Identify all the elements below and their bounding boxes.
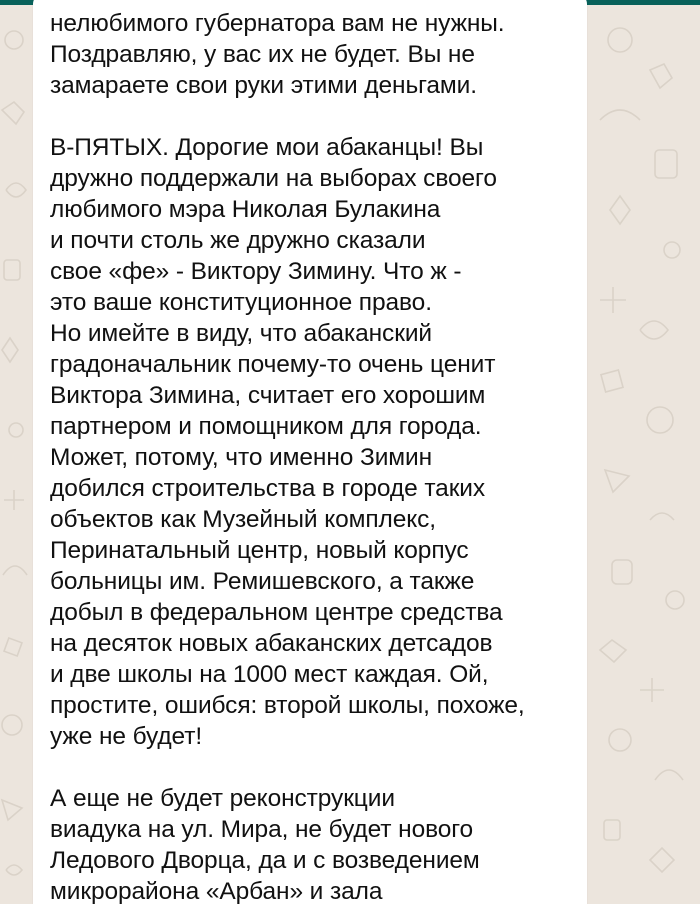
message-line: Но имейте в виду, что абаканский bbox=[50, 320, 432, 347]
message-line: дружно поддержали на выборах своего bbox=[50, 165, 497, 192]
message-line: замараете свои руки этими деньгами. bbox=[50, 72, 477, 99]
message-line: Ледового Дворца, да и с возведением bbox=[50, 847, 480, 874]
message-line: градоначальник почему-то очень ценит bbox=[50, 351, 496, 378]
message-line: и почти столь же дружно сказали bbox=[50, 227, 426, 254]
message-line: добыл в федеральном центре средства bbox=[50, 599, 503, 626]
message-line: В-ПЯТЫХ. Дорогие мои абаканцы! Вы bbox=[50, 134, 484, 161]
message-line: Виктора Зимина, считает его хорошим bbox=[50, 382, 486, 409]
message-line: нелюбимого губернатора вам не нужны. bbox=[50, 10, 505, 37]
message-line: добился строительства в городе таких bbox=[50, 475, 486, 502]
message-line: свое «фе» - Виктору Зимину. Что ж - bbox=[50, 258, 462, 285]
message-line: Может, потому, что именно Зимин bbox=[50, 444, 433, 471]
message-line: это ваше конституционное право. bbox=[50, 289, 432, 316]
paragraph-gap bbox=[50, 101, 580, 132]
message-line: и две школы на 1000 мест каждая. Ой, bbox=[50, 661, 489, 688]
paragraph-gap bbox=[50, 752, 580, 783]
message-line: Поздравляю, у вас их не будет. Вы не bbox=[50, 41, 475, 68]
message-line: объектов как Музейный комплекс, bbox=[50, 506, 437, 533]
message-line: любимого мэра Николая Булакина bbox=[50, 196, 441, 223]
message-line: А еще не будет реконструкции bbox=[50, 785, 395, 812]
message-line: микрорайона «Арбан» и зала bbox=[50, 878, 383, 904]
message-text bbox=[50, 8, 580, 904]
message-bubble[interactable] bbox=[33, 0, 587, 904]
message-line: Перинатальный центр, новый корпус bbox=[50, 537, 469, 564]
message-line: на десяток новых абаканских детсадов bbox=[50, 630, 493, 657]
message-line: уже не будет! bbox=[50, 723, 203, 750]
message-line: партнером и помощником для города. bbox=[50, 413, 482, 440]
message-line: виадука на ул. Мира, не будет нового bbox=[50, 816, 474, 843]
message-line: простите, ошибся: второй школы, похоже, bbox=[50, 692, 525, 719]
message-line: больницы им. Ремишевского, а также bbox=[50, 568, 475, 595]
